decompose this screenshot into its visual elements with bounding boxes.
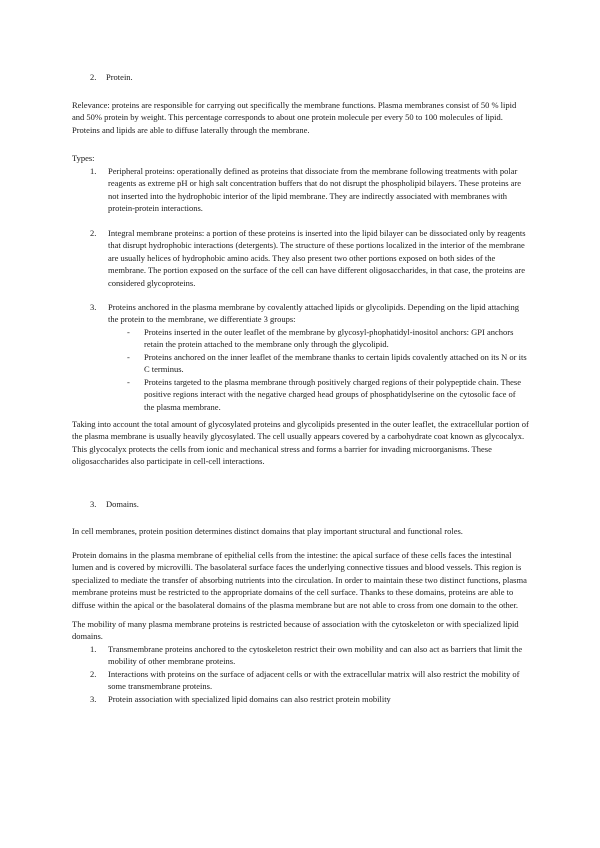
list-number: 1. [90, 644, 97, 654]
list-item [90, 165, 528, 227]
section-heading-domains [90, 498, 139, 510]
paragraph-intro: In cell membranes, protein position determines distinct domains that play important structural and functional roles. [72, 526, 463, 536]
list-item [90, 693, 528, 706]
list-number: 2. [90, 669, 97, 679]
list-dash: - [127, 377, 130, 387]
list-number: 2. [90, 228, 97, 238]
list-item [90, 668, 528, 693]
list-item [127, 351, 528, 376]
list-item-text: Transmembrane proteins anchored to the cytoskeleton restrict their own mobility and can also act as barriers that limit the mobility of other membrane proteins. [108, 644, 523, 667]
list-item-text: Integral membrane proteins: a portion of these proteins is inserted into the lipid bilayer can be dissociated only by reagents that disrupt hydrophobic interactions (detergents). The structure of these portions localized in the interior of the membrane are usually helices of hydrophobic amino acids. They also present two other portions exposed on both sides of the membrane. The portion exposed on the surface of the cell can have different oligosaccharides, in that case, the proteins are considered glycoproteins. [108, 228, 526, 288]
section-heading-protein [90, 71, 133, 83]
list-number: 3. [90, 694, 97, 704]
paragraph-epithelial: Protein domains in the plasma membrane of epithelial cells from the intestine: the apical surface of these cells faces the intestinal lumen and is covered by microvilli. The basolateral surface faces the underlying connective tissues and blood vessels. This region is specialized to mediate the transfer of absorbing nutrients into the circulation. In order to maintain these two distinct functions, plasma membrane proteins must be restricted to the appropriate domains of the cell surface. Thanks to these domains, proteins are able to diffuse within the apical or the basolateral domains of the plasma membrane but are not able to cross from one domain to the other. [72, 550, 527, 610]
list-item-text: Proteins anchored in the plasma membrane by covalently attached lipids or glycolipids. Depending on the lipid attaching the protein to the membrane, we differentiate 3 groups: [108, 302, 519, 325]
paragraph-mobility: The mobility of many plasma membrane proteins is restricted because of association with the cytoskeleton or with specialized lipid domains. [72, 619, 519, 642]
list-item-text: Protein association with specialized lipid domains can also restrict protein mobility [108, 694, 391, 704]
list-item-text: Proteins inserted in the outer leaflet of the membrane by glycosyl-phophatidyl-inositol anchors: GPI anchors retain the protein attached to the membrane only through the glycolipid. [144, 327, 514, 350]
section-number: 3. [90, 499, 97, 509]
anchored-groups-list [127, 326, 528, 413]
protein-types-list [90, 165, 528, 326]
paragraph-glycocalyx: Taking into account the total amount of glycosylated proteins and glycolipids presented in the outer leaflet, the extracellular portion of the plasma membrane is usually heavily glycosylated. The cell usually appears covered by a carbohydrate coat known as glycocalyx. This glycocalyx protects the cells from ionic and mechanical stress and forms a barrier for invading microorganisms. These oligosaccharides also participate in cell-cell interactions. [72, 419, 529, 467]
paragraph-relevance: Relevance: proteins are responsible for carrying out specifically the membrane functions. Plasma membranes consist of 50 % lipid and 50% protein by weight. This percentage corresponds to about one protein molecule per every 50 to 100 molecules of lipid. Proteins and lipids are able to diffuse laterally through the membrane. [72, 100, 517, 135]
types-label: Types: [72, 153, 95, 163]
list-item [90, 301, 528, 326]
section-title: Protein. [106, 72, 133, 82]
list-item-text: Interactions with proteins on the surface of adjacent cells or with the extracellular matrix will also restrict the mobility of some transmembrane proteins. [108, 669, 520, 692]
list-number: 3. [90, 302, 97, 312]
list-number: 1. [90, 166, 97, 176]
list-item [127, 376, 528, 413]
list-item [90, 643, 528, 668]
list-item [90, 227, 528, 301]
list-item-text: Peripheral proteins: operationally defined as proteins that dissociate from the membrane following treatments with polar reagents as extreme pH or high salt concentration buffers that do not disrupt the phospholipid bilayers. These proteins are not inserted into the hydrophobic interior of the lipid membrane. They are indirectly associated with membranes with protein-protein interactions. [108, 166, 522, 214]
mobility-restrictions-list [90, 643, 528, 706]
section-title: Domains. [106, 499, 139, 509]
section-number: 2. [90, 72, 97, 82]
list-item-text: Proteins targeted to the plasma membrane through positively charged regions of their polypeptide chain. These positive regions interact with the negative charged head groups of phosphatidylserine on the cytosolic face of the plasma membrane. [144, 377, 521, 412]
list-dash: - [127, 327, 130, 337]
list-dash: - [127, 352, 130, 362]
list-item-text: Proteins anchored on the inner leaflet of the membrane thanks to certain lipids covalently attached on its N or its C terminus. [144, 352, 527, 375]
list-item [127, 326, 528, 351]
